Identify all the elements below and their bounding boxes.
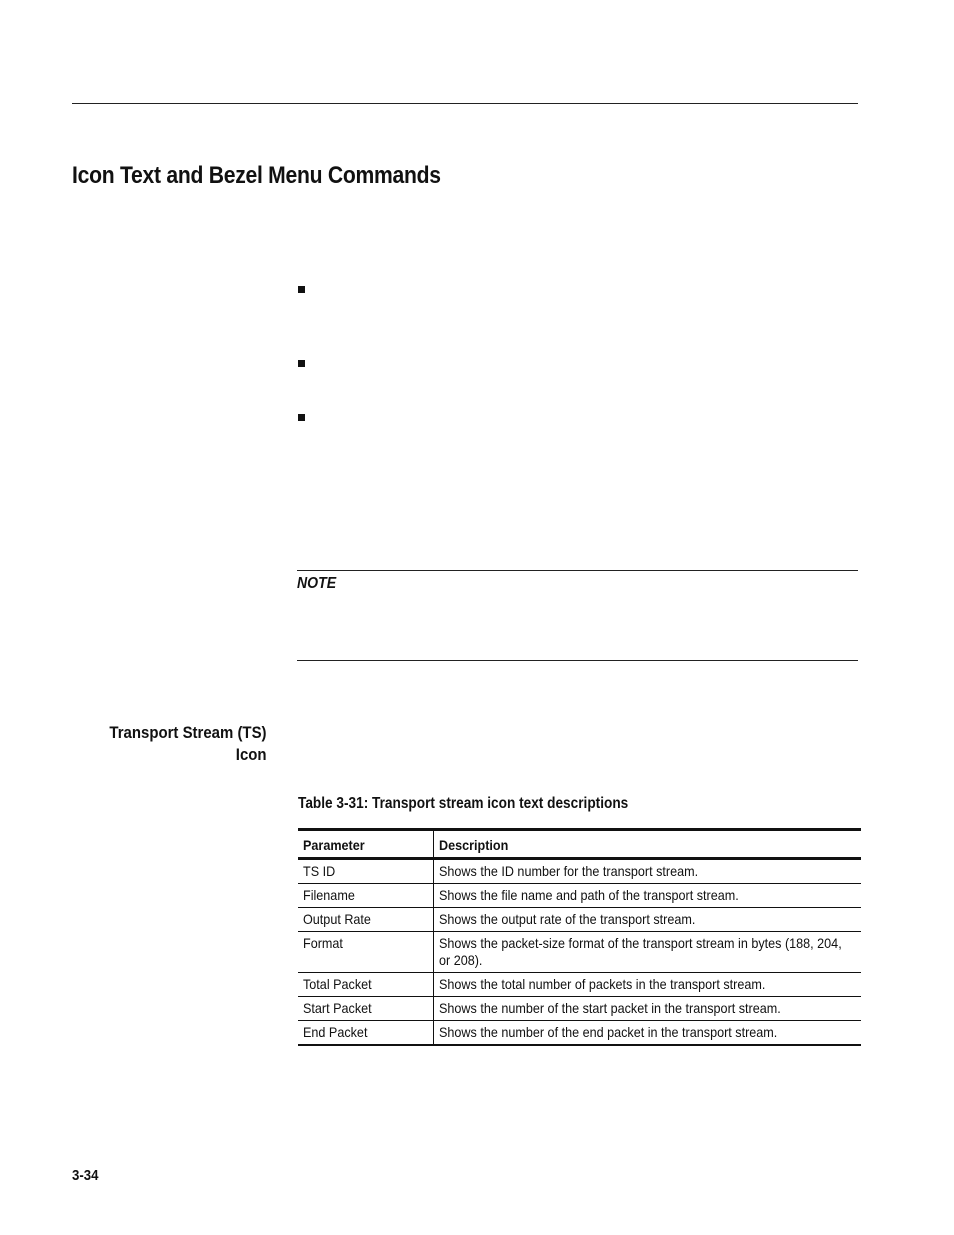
table-row [298, 997, 861, 1021]
description-cell: Shows the packet-size format of the transport stream in bytes (188, 204, or 208). [433, 932, 861, 973]
note-top-rule [297, 570, 858, 571]
description-cell: Shows the number of the start packet in the transport stream. [433, 997, 861, 1021]
table-row [298, 973, 861, 997]
header-rule [72, 103, 858, 104]
page-number: 3-34 [72, 1167, 99, 1184]
parameter-cell: End Packet [298, 1021, 433, 1046]
table-header-row [298, 830, 861, 859]
bullet-marker-3 [298, 414, 305, 421]
parameters-table [298, 828, 861, 1046]
table-row [298, 859, 861, 884]
table-row [298, 908, 861, 932]
parameter-cell: TS ID [298, 859, 433, 884]
description-cell: Shows the ID number for the transport stream. [433, 859, 861, 884]
table-row [298, 932, 861, 973]
section-side-heading [110, 722, 267, 766]
parameter-cell: Output Rate [298, 908, 433, 932]
table-caption: Table 3-31: Transport stream icon text descriptions [298, 795, 629, 812]
column-header-description: Description [433, 830, 861, 859]
note-label: NOTE [297, 575, 337, 592]
bullet-marker-2 [298, 360, 305, 367]
page-title: Icon Text and Bezel Menu Commands [72, 162, 441, 189]
side-heading-line-1: Transport Stream (TS) [109, 723, 267, 742]
note-bottom-rule [297, 660, 858, 661]
side-heading-line-2: Icon [236, 745, 267, 764]
parameter-cell: Start Packet [298, 997, 433, 1021]
description-cell: Shows the number of the end packet in the transport stream. [433, 1021, 861, 1046]
description-cell: Shows the total number of packets in the transport stream. [433, 973, 861, 997]
column-header-parameter: Parameter [298, 830, 433, 859]
parameter-cell: Total Packet [298, 973, 433, 997]
description-cell: Shows the file name and path of the transport stream. [433, 884, 861, 908]
description-cell: Shows the output rate of the transport stream. [433, 908, 861, 932]
table-row [298, 884, 861, 908]
parameter-cell: Format [298, 932, 433, 973]
bullet-marker-1 [298, 286, 305, 293]
table-row [298, 1021, 861, 1046]
parameter-cell: Filename [298, 884, 433, 908]
